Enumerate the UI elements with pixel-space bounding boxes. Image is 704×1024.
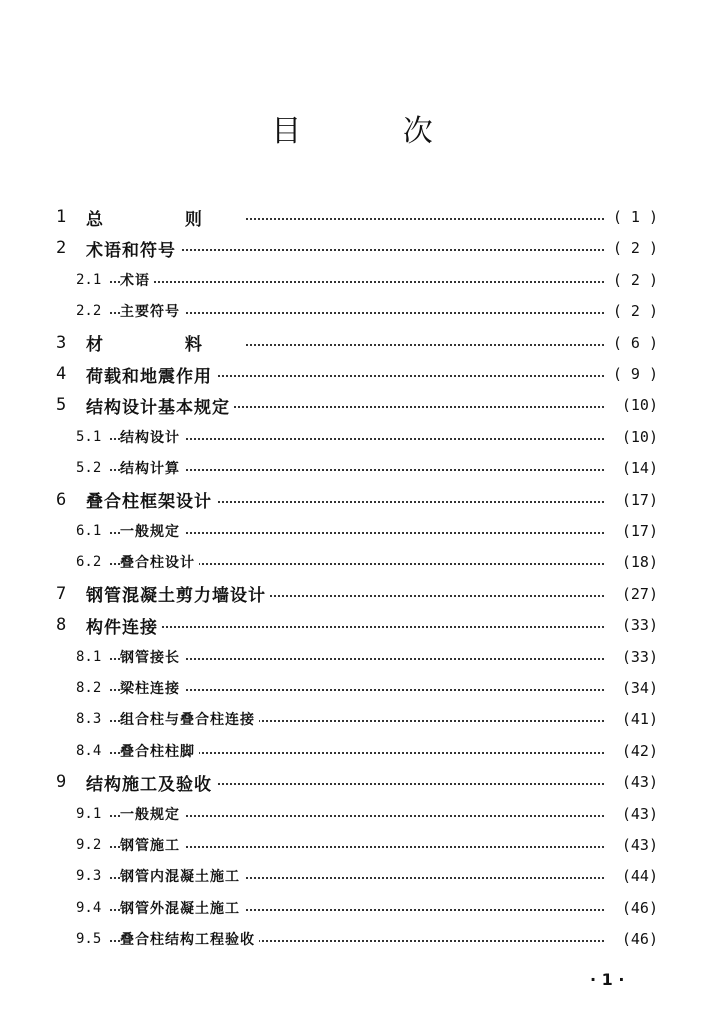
toc-page-number: (43): [618, 773, 658, 791]
toc-page-number: ( 1 ): [609, 208, 658, 226]
toc-page-number: ( 2 ): [609, 271, 658, 289]
toc-entry: [0, 488, 704, 512]
toc-label: 一般规定: [120, 804, 184, 824]
toc-page-number: (33): [618, 648, 658, 666]
toc-label: 荷载和地震作用: [86, 362, 216, 387]
toc-label: 结构设计: [120, 427, 184, 447]
toc-page-number: (33): [618, 616, 658, 634]
toc-number: 2.2: [76, 303, 102, 320]
toc-number: 1: [56, 207, 67, 227]
toc-label: 材 料: [86, 330, 244, 355]
toc-page-number: (27): [618, 585, 658, 603]
toc-number: 5.1: [76, 428, 102, 445]
toc-number: 8.2: [76, 680, 102, 696]
toc-page-number: (34): [618, 679, 658, 697]
toc-number: 9.1: [76, 805, 102, 822]
toc-number: 6: [56, 489, 67, 510]
toc-label: 叠合柱框架设计: [86, 487, 216, 512]
toc-entry: [0, 613, 704, 637]
toc-page-number: (43): [618, 836, 658, 854]
toc-number: 6.1: [76, 523, 102, 539]
toc-number: 2: [56, 238, 67, 259]
toc-entry: [0, 362, 704, 386]
dot-leader: [110, 281, 604, 283]
toc-number: 3: [56, 332, 67, 353]
page-number: · 1 ·: [590, 970, 625, 989]
dot-leader: [110, 689, 604, 691]
toc-entry: [0, 205, 704, 229]
toc-subentry: [0, 864, 704, 888]
dot-leader: [110, 658, 604, 660]
toc-subentry: [0, 896, 704, 920]
toc-number: 9: [56, 772, 67, 793]
toc-subentry: [0, 645, 704, 669]
toc-subentry: [0, 519, 704, 543]
toc-label: 结构设计基本规定: [86, 393, 234, 418]
toc-subentry: [0, 299, 704, 323]
toc-page-number: (44): [618, 867, 658, 885]
toc-page-number: (46): [618, 930, 658, 948]
page-title: 目 次: [271, 114, 479, 149]
toc-label: 术语和符号: [86, 236, 180, 261]
toc-number: 9.3: [76, 868, 102, 885]
toc-label: 总 则: [86, 205, 244, 230]
toc-number: 9.4: [76, 899, 102, 916]
toc-page-number: (10): [618, 428, 658, 446]
toc-page-number: ( 6 ): [609, 334, 658, 352]
dot-leader: [110, 532, 604, 534]
dot-leader: [110, 249, 604, 251]
toc-subentry: [0, 425, 704, 449]
toc-page-number: ( 2 ): [609, 302, 658, 320]
toc-label: 钢管混凝土剪力墙设计: [86, 581, 270, 606]
toc-label: 钢管外混凝土施工: [120, 898, 244, 918]
toc-number: 4: [56, 364, 67, 384]
toc-label: 结构计算: [120, 458, 184, 478]
toc-page-number: (18): [618, 553, 658, 571]
toc-number: 5: [56, 395, 67, 416]
toc-label: 构件连接: [86, 613, 162, 638]
toc-number: 8.4: [76, 742, 102, 759]
toc-entry: [0, 393, 704, 417]
toc-page-number: (10): [618, 396, 658, 414]
toc-page-number: (14): [618, 459, 658, 477]
toc-subentry: [0, 550, 704, 574]
toc-number: 6.2: [76, 554, 102, 571]
toc-subentry: [0, 707, 704, 731]
toc-label: 叠合柱结构工程验收: [120, 929, 259, 949]
toc-subentry: [0, 268, 704, 292]
toc-label: 叠合柱设计: [120, 552, 199, 572]
toc-number: 8: [56, 615, 67, 636]
toc-subentry: [0, 833, 704, 857]
toc-subentry: [0, 739, 704, 763]
toc-label: 钢管内混凝土施工: [120, 866, 244, 886]
toc-page-number: (41): [618, 710, 658, 728]
toc-entry: [0, 582, 704, 606]
toc-label: 结构施工及验收: [86, 770, 216, 795]
dot-leader: [110, 312, 604, 314]
toc-page-number: ( 9 ): [609, 365, 658, 383]
dot-leader: [110, 438, 604, 440]
toc-number: 5.2: [76, 460, 102, 477]
toc-subentry: [0, 802, 704, 826]
toc-page-number: (17): [618, 491, 658, 509]
dot-leader: [110, 815, 604, 817]
toc-label: 主要符号: [120, 301, 184, 321]
toc-page-number: (43): [618, 805, 658, 823]
toc-entry: [0, 331, 704, 355]
toc-label: 梁柱连接: [120, 678, 184, 698]
toc-subentry: [0, 676, 704, 700]
toc-label: 组合柱与叠合柱连接: [120, 709, 259, 729]
toc-page-number: ( 2 ): [609, 239, 658, 257]
toc-label: 钢管施工: [120, 835, 184, 855]
toc-label: 钢管接长: [120, 647, 184, 667]
toc-entry: [0, 770, 704, 794]
toc-label: 一般规定: [120, 521, 184, 541]
toc-number: 2.1: [76, 271, 102, 288]
toc-number: 8.1: [76, 648, 102, 665]
toc-entry: [0, 236, 704, 260]
toc-number: 8.3: [76, 711, 102, 728]
dot-leader: [110, 846, 604, 848]
toc-page-number: (42): [618, 742, 658, 760]
toc-page-number: (17): [618, 522, 658, 540]
toc-number: 9.5: [76, 931, 102, 948]
toc-label: 术语: [120, 270, 154, 290]
toc-page-number: (46): [618, 899, 658, 917]
dot-leader: [110, 626, 604, 628]
toc-subentry: [0, 456, 704, 480]
toc-number: 9.2: [76, 837, 102, 853]
toc-label: 叠合柱柱脚: [120, 741, 199, 761]
toc-number: 7: [56, 583, 67, 604]
toc-subentry: [0, 927, 704, 951]
dot-leader: [110, 469, 604, 471]
